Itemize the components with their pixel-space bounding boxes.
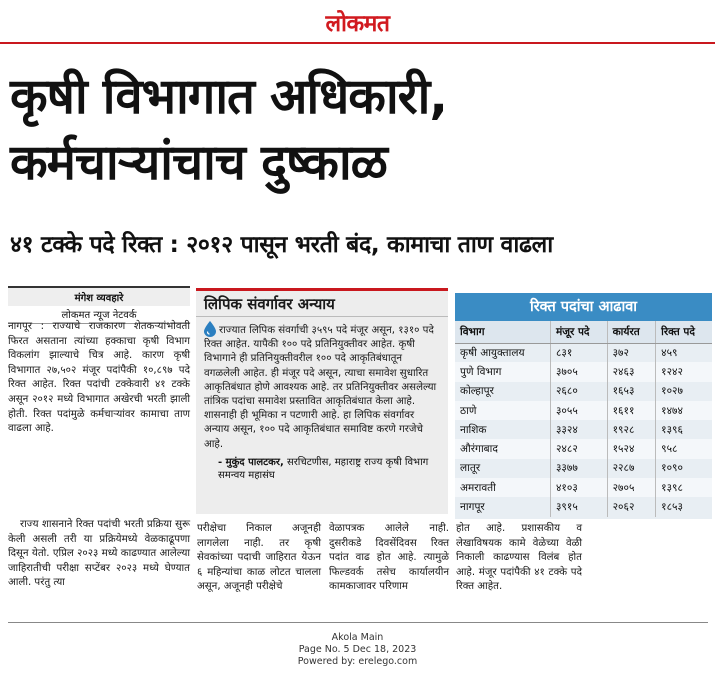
footer-divider [8,622,708,623]
header-working: कार्यरत [607,321,656,343]
sidebar-box [196,288,448,514]
article-column-4: होत आहे. प्रशासकीय व लेखाविषयक कामे वेळेच्या वेळी निकाली काढण्यास विलंब होत आहे. मंजूर पदांपैकी ४१ टक्के पदे रिक्त आहेत. [456,523,582,593]
vacancy-table [455,321,712,517]
table-cell: लातूर [455,459,550,478]
subheadline: ४१ टक्के पदे रिक्त : २०१२ पासून भरती बंद, कामाचा ताण वाढला [10,232,553,258]
table-cell: २४६३ [607,362,656,381]
table-cell: १९२८ [607,420,656,439]
headline-line-2: कर्मचाऱ्यांचाच दुष्काळ [10,134,387,191]
table-cell: ८३१ [550,343,607,362]
byline [8,286,190,324]
table-cell: ४५९ [661,346,678,359]
footer [0,632,715,668]
table-cell: १२४२ [656,362,712,381]
table-cell: ४१०३ [550,478,607,497]
masthead [0,0,715,44]
table-cell: ९५८ [656,439,712,458]
vacancy-table-box [455,293,712,519]
table-cell: ३३२४ [550,420,607,439]
table-cell: औरंगाबाद [455,439,550,458]
table-cell: १०२७ [661,385,683,398]
table-row [455,362,712,381]
table-cell: २७०५ [607,478,656,497]
sidebar-body [196,317,448,452]
table-cell: कृषी आयुक्तालय [455,343,550,362]
table-cell: २४८२ [550,439,607,458]
table-cell: ३३७७ [550,459,607,478]
table-cell: १८५३ [661,501,683,514]
table-cell: ३०५५ [550,401,607,420]
table-cell: १५२४ [607,439,656,458]
table-cell: कोल्हापूर [455,382,550,401]
table-row [455,478,712,497]
table-cell: अमरावती [455,478,550,497]
article-paragraph-1: नागपूर : राज्याचे राजकारण शेतकऱ्यांभोवती फिरत असताना त्यांच्या हक्काचा कृषी विभाग विकलांग झाल्याचे चित्र आहे. कारण कृषी विभागात २७,५०२ मंजूर पदांपैकी १०,८९७ पदे रिक्त आहेत. रिक्त पदांची टक्केवारी ४१ टक्के असून २०१२ मध्ये विभागात अखेरची भरती झाली होती. रिक्त पदांमुळे कर्मचाऱ्यांवर कामाचा ताण वाढला आहे. [8,321,190,435]
table-cell: २६८० [550,382,607,401]
article-column-3: वेळापत्रक आलेले नाही. दुसरीकडे दिवसेंदिवस रिक्त पदांत वाढ होत आहे. त्यामुळे फिल्डवर्क तसेच कार्यालयीन कामकाजावर परिणाम [329,523,449,593]
table-cell: नागपूर [455,497,550,516]
table-cell: १३९६ [661,423,683,436]
sidebar-body-text: राज्यात लिपिक संवर्गाची ३५९५ पदे मंजूर असून, १३१० पदे रिक्त आहेत. यापैकी १०० पदे प्रतिनियुक्तीवर आहेत. कृषी विभागाने ही प्रतिनियुक्तीवरील १०० पदे आकृतिबंधातून वगळलेली आहेत. ही मंजूर पदे असून, त्याचा समावेश सुधारित आकृतिबंधात होणे आवश्यक आहे. तर प्रतिनियुक्तीवर असलेल्या तांत्रिक पदांचा समावेश प्रस्तावित आकृतिबंधात केला आहे. शासनाही ही भूमिका न पटणारी आहे. हा लिपिक संवर्गावर अन्याय असून, १०० पदे आकृतिबंधात समाविष्ट करणे गरजेचे आहे. [204,325,437,450]
table-row [455,439,712,458]
article-column-2: परीक्षेचा निकाल अजूनही लागलेला नाही. तर कृषी सेवकांच्या पदाची जाहिरात येऊन ६ महिन्यांचा काळ लोटत चालला असून, अजूनही परीक्षेचे [197,523,321,593]
vacancy-table-title: रिक्त पदांचा आढावा [455,293,712,321]
table-header-row [455,321,712,343]
signature-name: - मुकुंद पालटकर, [218,456,284,468]
table-cell: २२८७ [607,459,656,478]
table-cell: ठाणे [455,401,550,420]
table-cell: ३७०५ [550,362,607,381]
footer-edition: Akola Main [331,632,384,643]
table-row [455,343,712,362]
table-cell: १३९८ [656,478,712,497]
table-cell: ३९१५ [550,497,607,516]
table-cell: १६५३ [607,382,656,401]
table-cell: १४७४ [656,401,712,420]
table-row [455,420,712,439]
header-division: विभाग [455,321,550,343]
table-row [455,382,712,401]
footer-page-date: Page No. 5 Dec 18, 2023 [298,644,417,655]
table-cell: २०६२ [607,497,656,516]
table-row [455,497,712,516]
byline-agency: लोकमत न्यूज नेटवर्क [61,310,137,321]
table-cell: नाशिक [455,420,550,439]
water-drop-icon [204,321,216,337]
sidebar-title: लिपिक संवर्गावर अन्याय [196,291,448,317]
byline-name: मंगेश व्यवहारे [8,286,190,306]
article-paragraph-2: राज्य शासनाने रिक्त पदांची भरती प्रक्रिया सुरू केली असली तरी या प्रक्रियेमध्ये वेळकाढूपणा दिसून येतो. एप्रिल २०२३ मध्ये काढण्यात आलेल्या जाहिरातीची परीक्षा सप्टेंबर २०२३ मध्ये घेण्यात आली. परंतु त्या [8,519,190,589]
lokmat-logo: लोकमत [325,10,390,37]
sidebar-signature [196,452,448,482]
signature-role: सरचिटणीस, महाराष्ट्र राज्य कृषी विभाग समन्वय महासंघ [218,456,429,481]
table-row [455,401,712,420]
table-row [455,459,712,478]
table-cell: पुणे विभाग [455,362,550,381]
header-sanctioned: मंजूर पदे [550,321,607,343]
footer-powered: Powered by: erelego.com [297,656,418,667]
table-cell: १६११ [607,401,656,420]
headline [10,64,710,196]
table-cell: ३७२ [607,343,656,362]
headline-line-1: कृषी विभागात अधिकारी, [10,68,447,125]
table-cell: १०९० [661,462,683,475]
header-vacant: रिक्त पदे [656,321,712,343]
